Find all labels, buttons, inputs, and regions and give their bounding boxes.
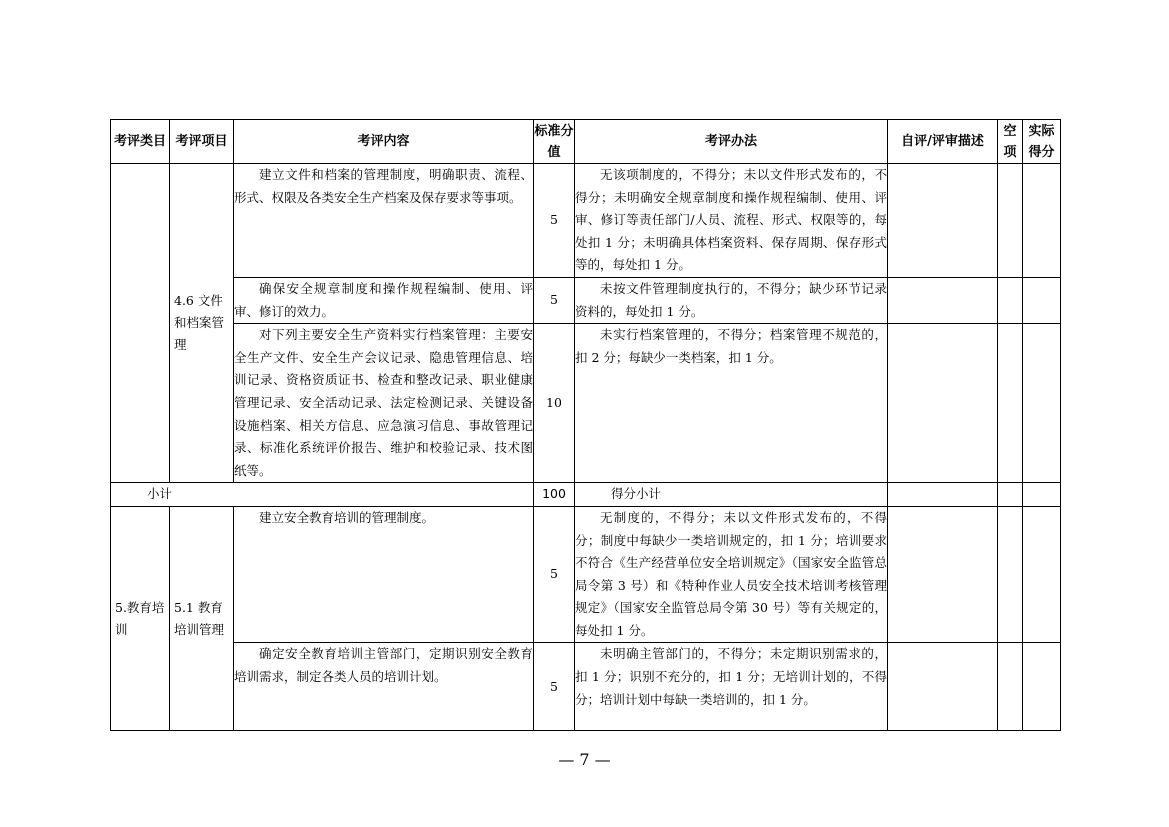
category-5: 5.教育培训 — [111, 506, 170, 731]
score-cell: 5 — [534, 164, 575, 278]
category-cell-empty — [111, 164, 170, 483]
page-number: — 7 — — [558, 750, 611, 769]
self-eval-cell — [888, 483, 998, 507]
content-cell: 对下列主要安全生产资料实行档案管理：主要安全生产文件、安全生产会议记录、隐患管理信息、培训记录、资格资质证书、检查和整改记录、职业健康管理记录、安全活动记录、法定检测记录、关键设备设施档案、相关方信息、应急演习信息、事故管理记录、标准化系统评价报告、维护和校验记录、技术图纸等。 — [234, 324, 534, 483]
subtotal-label: 小计 — [111, 483, 534, 507]
content-cell: 建立安全教育培训的管理制度。 — [234, 506, 534, 643]
table-row — [111, 506, 1061, 643]
header-item: 考评项目 — [170, 120, 234, 164]
content-cell: 建立文件和档案的管理制度，明确职责、流程、形式、权限及各类安全生产档案及保存要求等事项。 — [234, 164, 534, 278]
actual-cell — [1023, 643, 1061, 731]
subtotal-score: 100 — [534, 483, 575, 507]
table-row — [111, 164, 1061, 278]
header-actual: 实际得分 — [1023, 120, 1061, 164]
score-cell: 10 — [534, 324, 575, 483]
content-cell: 确保安全规章制度和操作规程编制、使用、评审、修订的效力。 — [234, 277, 534, 323]
self-eval-cell — [888, 277, 998, 323]
subtotal-method: 得分小计 — [575, 483, 888, 507]
method-cell: 未明确主管部门的，不得分；未定期识别需求的，扣 1 分；识别不充分的，扣 1 分；无培训计划的，不得分；培训计划中每缺一类培训的，扣 1 分。 — [575, 643, 888, 731]
actual-cell — [1023, 277, 1061, 323]
table-row — [111, 643, 1061, 731]
header-self-eval: 自评/评审描述 — [888, 120, 998, 164]
evaluation-table — [110, 119, 1061, 731]
item-5-1: 5.1 教育培训管理 — [170, 506, 234, 731]
header-category: 考评类目 — [111, 120, 170, 164]
table-row — [111, 277, 1061, 323]
blank-cell — [998, 643, 1023, 731]
blank-cell — [998, 483, 1023, 507]
self-eval-cell — [888, 324, 998, 483]
blank-cell — [998, 164, 1023, 278]
content-cell: 确定安全教育培训主管部门，定期识别安全教育培训需求，制定各类人员的培训计划。 — [234, 643, 534, 731]
self-eval-cell — [888, 164, 998, 278]
method-cell: 未实行档案管理的，不得分；档案管理不规范的，扣 2 分；每缺少一类档案，扣 1 分。 — [575, 324, 888, 483]
header-std-score: 标准分值 — [534, 120, 575, 164]
header-method: 考评办法 — [575, 120, 888, 164]
header-row — [111, 120, 1061, 164]
score-cell: 5 — [534, 506, 575, 643]
header-blank: 空项 — [998, 120, 1023, 164]
score-cell: 5 — [534, 643, 575, 731]
method-cell: 未按文件管理制度执行的，不得分；缺少环节记录资料的，每处扣 1 分。 — [575, 277, 888, 323]
blank-cell — [998, 277, 1023, 323]
self-eval-cell — [888, 506, 998, 643]
actual-cell — [1023, 506, 1061, 643]
actual-cell — [1023, 324, 1061, 483]
item-4-6: 4.6 文件和档案管理 — [170, 164, 234, 483]
score-cell: 5 — [534, 277, 575, 323]
subtotal-row — [111, 483, 1061, 507]
self-eval-cell — [888, 643, 998, 731]
actual-cell — [1023, 483, 1061, 507]
blank-cell — [998, 506, 1023, 643]
blank-cell — [998, 324, 1023, 483]
method-cell: 无制度的，不得分；未以文件形式发布的，不得分；制度中每缺少一类培训规定的，扣 1 分；培训要求不符合《生产经营单位安全培训规定》（国家安全监管总局令第 3 号）和《特种作业人员安全技术培训考核管理规定》（国家安全监管总局令第 30 号）等有关规定的，每处扣 1 分。 — [575, 506, 888, 643]
header-content: 考评内容 — [234, 120, 534, 164]
table-row — [111, 324, 1061, 483]
method-cell: 无该项制度的，不得分；未以文件形式发布的，不得分；未明确安全规章制度和操作规程编制、使用、评审、修订等责任部门/人员、流程、形式、权限等的，每处扣 1 分；未明确具体档案资料、保存周期、保存形式等的，每处扣 1 分。 — [575, 164, 888, 278]
actual-cell — [1023, 164, 1061, 278]
